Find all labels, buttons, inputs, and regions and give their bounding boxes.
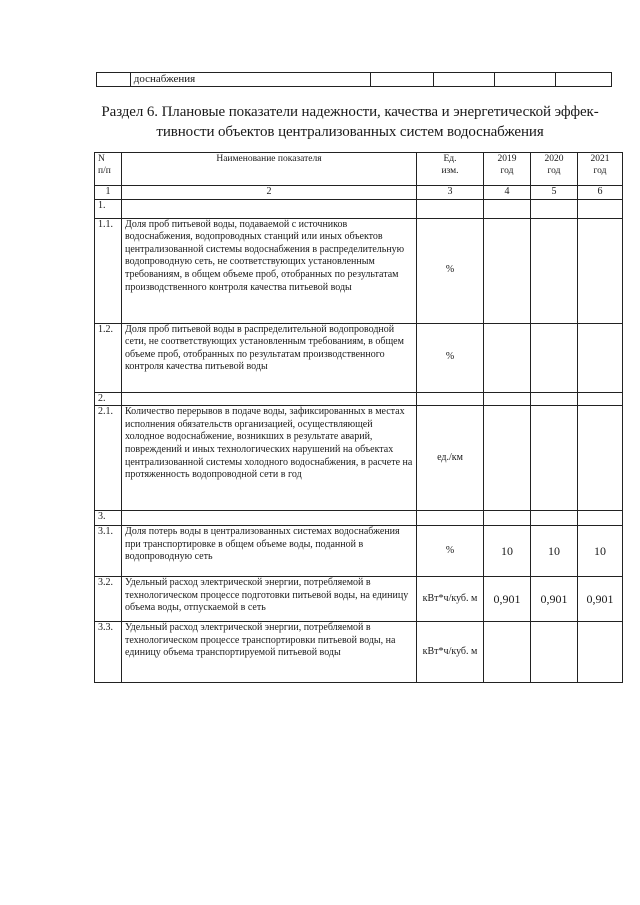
header-2019: 2019 год [484,153,531,186]
unit-cell: ед./км [417,406,484,511]
row-number: 1.1. [95,218,122,323]
value-2020 [531,392,578,406]
column-number: 1 [95,186,122,200]
value-2019 [484,323,531,392]
unit-cell: % [417,526,484,577]
row-number: 3. [95,511,122,526]
previous-table-fragment [96,72,612,87]
value-2021 [578,392,623,406]
section-title-line2: тивности объектов централизованных систем водоснабжения [156,124,544,140]
unit-cell [417,392,484,406]
value-2019 [484,199,531,218]
row-number: 3.2. [95,577,122,622]
row-number: 2.1. [95,406,122,511]
column-numbers-row [95,186,623,200]
value-2021 [578,199,623,218]
table-row [95,218,623,323]
value-2021 [578,406,623,511]
row-number: 1.2. [95,323,122,392]
value-2019 [484,622,531,683]
value-2019 [484,406,531,511]
header-unit: Ед. изм. [417,153,484,186]
row-number: 3.3. [95,622,122,683]
table-row [95,577,623,622]
unit-cell: % [417,323,484,392]
value-2020 [531,406,578,511]
value-2021 [578,511,623,526]
header-name: Наименование показателя [122,153,417,186]
value-2019: 10 [484,526,531,577]
value-2020 [531,622,578,683]
value-2021: 10 [578,526,623,577]
header-2021: 2021 год [578,153,623,186]
column-number: 5 [531,186,578,200]
row-number: 3.1. [95,526,122,577]
table-row [95,392,623,406]
value-2021 [578,622,623,683]
value-2020 [531,323,578,392]
column-number: 6 [578,186,623,200]
table-row [95,199,623,218]
indicator-name: Доля проб питьевой воды в распределительной водопроводной сети, не соответствующих установленным требованиям, в общем объеме проб, отобранных по результатам производственного контроля качества питьевой воды [122,323,417,392]
indicator-name: Количество перерывов в подаче воды, зафиксированных в местах исполнения обязательств организацией, осуществляющей холодное водоснабжение, возникших в результате аварий, повреждений и иных технологических нарушений на объектах централизованной системы холодного водоснабжения, в расчете на протяженность водопроводной сети в год [122,406,417,511]
table-row [95,323,623,392]
table-row [95,511,623,526]
table-header-row [95,153,623,186]
column-number: 4 [484,186,531,200]
indicator-name [122,511,417,526]
value-2020: 0,901 [531,577,578,622]
indicator-name: Удельный расход электрической энергии, потребляемой в технологическом процессе подготовки питьевой воды, на единицу объема воды, отпускаемой в сеть [122,577,417,622]
row-number: 2. [95,392,122,406]
fragment-text: доснабжения [130,73,371,87]
unit-cell: % [417,218,484,323]
value-2021 [578,323,623,392]
unit-cell [417,199,484,218]
column-number: 2 [122,186,417,200]
header-num: N п/п [95,153,122,186]
indicator-name: Доля проб питьевой воды, подаваемой с источников водоснабжения, водопроводных станций или иных объектов централизованной системы водоснабжения в распределительную водопроводную сеть, не соответствующих установленным требованиям, в общем объеме проб, отобранных по результатам производственного контроля качества питьевой воды [122,218,417,323]
table-row [95,622,623,683]
value-2021: 0,901 [578,577,623,622]
table-row [95,406,623,511]
header-2020: 2020 год [531,153,578,186]
value-2020 [531,511,578,526]
unit-cell [417,511,484,526]
section-title [80,102,620,142]
value-2020 [531,199,578,218]
indicators-table [94,152,623,683]
table-row [95,526,623,577]
row-number: 1. [95,199,122,218]
section-title-line1: Раздел 6. Плановые показатели надежности, качества и энергетической эффек- [101,104,599,120]
unit-cell: кВт*ч/куб. м [417,622,484,683]
value-2019: 0,901 [484,577,531,622]
value-2019 [484,511,531,526]
column-number: 3 [417,186,484,200]
indicator-name: Удельный расход электрической энергии, потребляемой в технологическом процессе транспортировки питьевой воды, на единицу объема транспортируемой питьевой воды [122,622,417,683]
indicator-name [122,392,417,406]
indicator-name: Доля потерь воды в централизованных системах водоснабжения при транспортировке в общем объеме воды, поданной в водопроводную сеть [122,526,417,577]
value-2020: 10 [531,526,578,577]
unit-cell: кВт*ч/куб. м [417,577,484,622]
value-2019 [484,392,531,406]
value-2021 [578,218,623,323]
value-2020 [531,218,578,323]
value-2019 [484,218,531,323]
indicator-name [122,199,417,218]
